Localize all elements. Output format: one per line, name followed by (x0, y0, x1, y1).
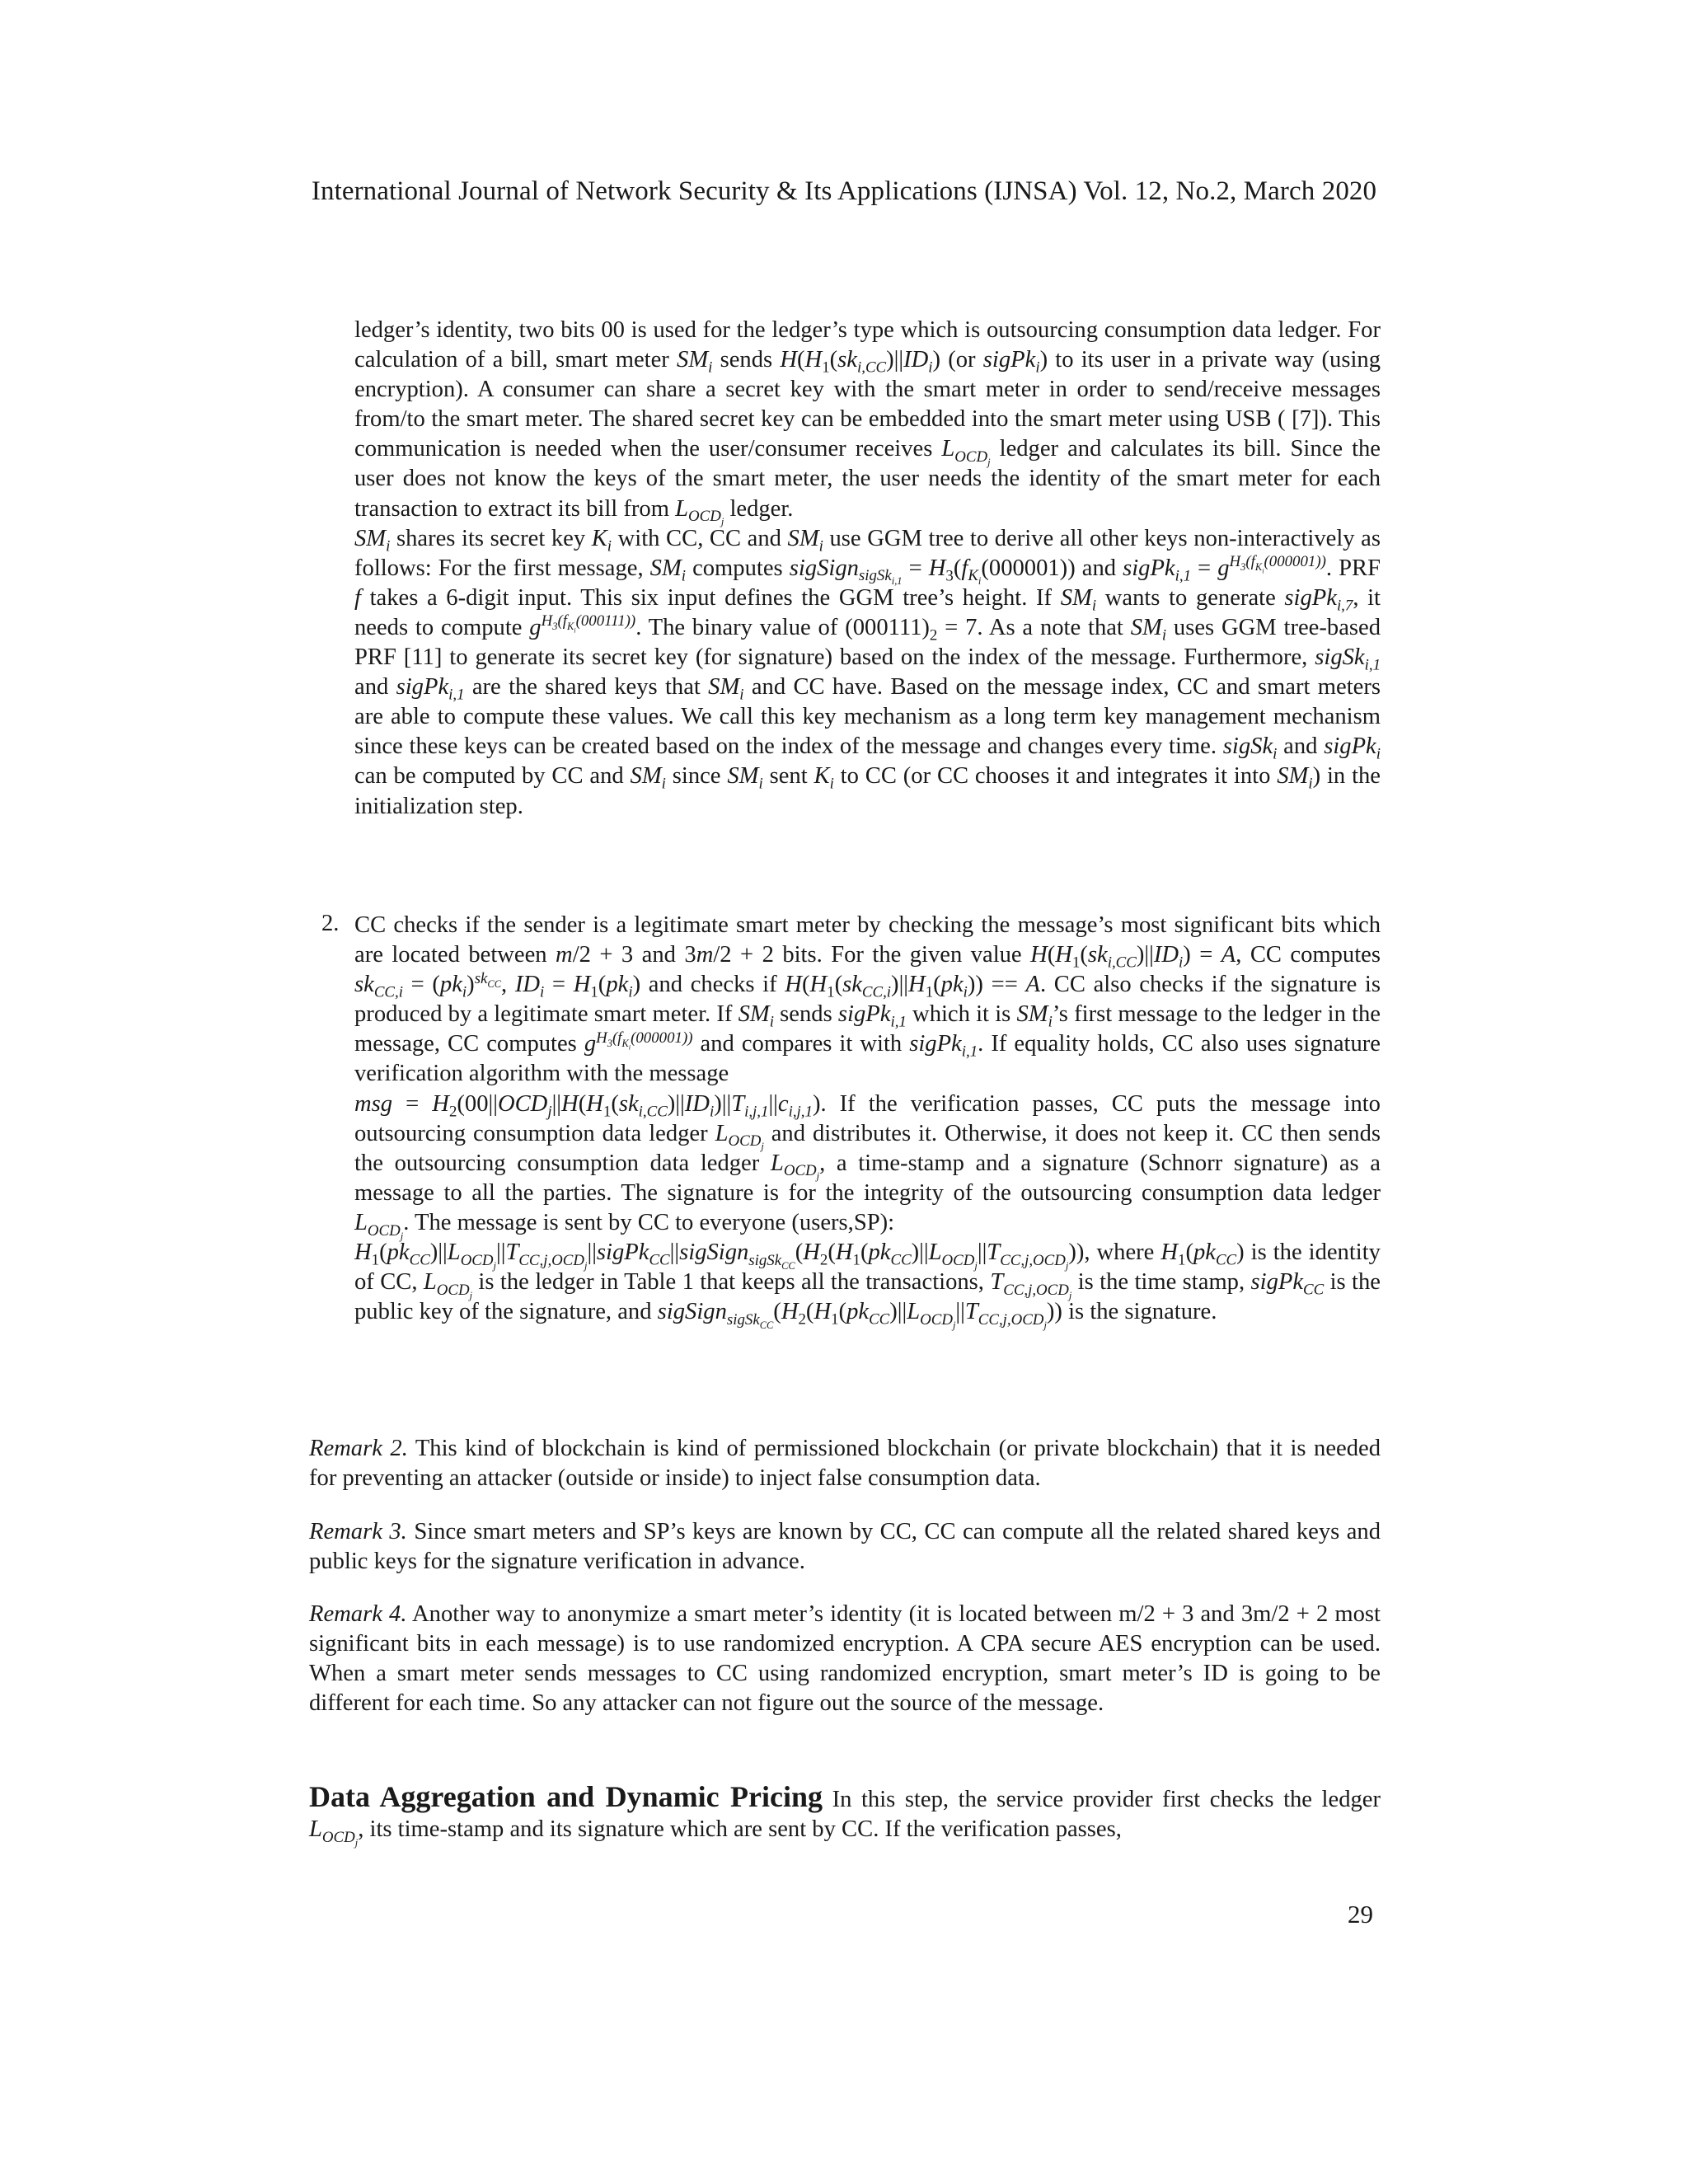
remark-text: Since smart meters and SP’s keys are known by CC, CC can compute all the related shared keys and public keys for the signature verification in advance. (309, 1519, 1381, 1575)
page-number: 29 (1348, 1900, 1373, 1929)
list-item-number: 2. (321, 911, 340, 936)
remark-label: Remark 4. (309, 1601, 407, 1627)
paragraph-cc-checks: CC checks if the sender is a legitimate smart meter by checking the message’s most significant bits which are located between m/2 + 3 and 3m/2 + 2 bits. For the given value $H(H_1(sk_{i,CC})||ID_i) = A$, CC computes $sk_{CC,i} = (pk_i)^{sk_{CC}}$, $ID_i = H_1(pk_i)$ and checks if $H(H_1(sk_{CC,i})||H_1(pk_i)) == A$. CC also checks if the signature is produced by a legitimate smart meter. If $SM_i$ sends sigPk$_{i,1}$ which it is $SM_i’s$ first message to the ledger in the message, CC computes $g^{H_3(f_{K_i}(000001))}$ and compares it with sigPk$_{i,1}$. If equality holds, CC also uses signature verification algorithm with the message msg = $H_2(00||OCD_j||H(H_1(sk_{i,CC})||ID_i)||T_{i,j,1}||c_{i,j,1})$. If the verification passes, CC puts the message into outsourcing consumption data ledger $L_{OCD_j}$ and distributes it. Otherwise, it does not keep it. CC then sends the outsourcing consumption data ledger $L_{OCD_j}$, a time-stamp and a signature (Schnorr signature) as a message to all the parties. The signature is for the integrity of the outsourcing consumption data ledger $L_{OCD_j}$. The message is sent by CC to everyone (users,SP): $H_1(pk_{CC})||L_{OCD_j}||T_{CC,j,OCD_j}||sigPk_{CC}||sigSign_{sigSk_{CC}}(H_2(H_1(pk_{CC})||L_{OCD_j}||T_{CC,j,OCD_j}))$, where $H_1(pk_{CC})$ is the identity of CC, $L_{OCD_j}$ is the ledger in Table 1 that keeps all the transactions, $T_{CC,j,OCD_j}$ is the time stamp, sigPk$_{CC}$ is the public key of the signature, and $sigSign_{sigSk_{CC}}(H_2(H_1(pk_{CC})||L_{OCD_j}||T_{CC,j,OCD_j}))$ is the signature. (354, 912, 1381, 1331)
remark-label: Remark 2. (309, 1436, 408, 1461)
journal-header: International Journal of Network Security & Its Applications (IJNSA) Vol. 12, No.2, March 2020 (311, 176, 1377, 206)
section-data-aggregation (309, 1780, 1381, 1849)
remark-2 (309, 1434, 1381, 1493)
section-title: Data Aggregation and Dynamic Pricing (309, 1780, 823, 1813)
paragraph-ledger-identity: ledger’s identity, two bits 00 is used for the ledger’s type which is outsourcing consumption data ledger. For calculation of a bill, smart meter $SM_i$ sends $H(H_1(sk_{i,CC})||ID_i)$ (or sigPk$_i$) to its user in a private way (using encryption). A consumer can share a secret key with the smart meter in order to send/receive messages from/to the smart meter. The shared secret key can be embedded into the smart meter using USB ( [7]). This communication is needed when the user/consumer receives $L_{OCD_j}$ ledger and calculates its bill. Since the user does not know the keys of the smart meter, the user needs the identity of the smart meter for each transaction to extract its bill from $L_{OCD_j}$ ledger. (354, 317, 1381, 528)
remark-4 (309, 1600, 1381, 1718)
remark-text: Another way to anonymize a smart meter’s identity (it is located between m/2 + 3 and 3m/2 + 2 most significant bits in each message) is to use randomized encryption. A CPA secure AES encryption can be used. When a smart meter sends messages to CC using randomized encryption, smart meter’s ID is going to be different for each time. So any attacker can not figure out the source of the message. (309, 1601, 1381, 1717)
remark-3 (309, 1517, 1381, 1577)
remark-text: This kind of blockchain is kind of permissioned blockchain (or private blockchain) that it is needed for preventing an attacker (outside or inside) to inject false consumption data. (309, 1436, 1381, 1492)
paragraph-ggm-keys: $SM_i$ shares its secret key $K_i$ with CC, CC and $SM_i$ use GGM tree to derive all other keys non-interactively as follows: For the first message, $SM_i$ computes sigSign$_{sigSk_{i,1}}$ = $H_3(f_{K_i}(000001))$ and sigPk$_{i,1}$ = $g^{H_3(f_{K_i}(000001))}$. PRF f takes a 6-digit input. This six input defines the GGM tree’s height. If $SM_i$ wants to generate sigPk$_{i,7}$, it needs to compute $g^{H_3(f_{K_i}(000111))}$. The binary value of $(000111)_2 = 7$. As a note that $SM_i$ uses GGM tree-based PRF [11] to generate its secret key (for signature) based on the index of the message. Furthermore, sigSk$_{i,1}$ and sigPk$_{i,1}$ are the shared keys that $SM_i$ and CC have. Based on the message index, CC and smart meters are able to compute these values. We call this key mechanism as a long term key management mechanism since these keys can be created based on the index of the message and changes every time. sigSk$_i$ and sigPk$_i$ can be computed by CC and $SM_i$ since $SM_i$ sent $K_i$ to CC (or CC chooses it and integrates it into $SM_i$) in the initialization step. (354, 525, 1381, 819)
remark-label: Remark 3. (309, 1519, 407, 1544)
continuation-block (354, 316, 1381, 822)
list-item-2 (354, 911, 1381, 1331)
section-text-lead: In this step, the service provider first checks the ledger $L_{OCD_j}$, its time-stamp and its signature which are sent by CC. If the verification passes, (309, 1787, 1381, 1849)
